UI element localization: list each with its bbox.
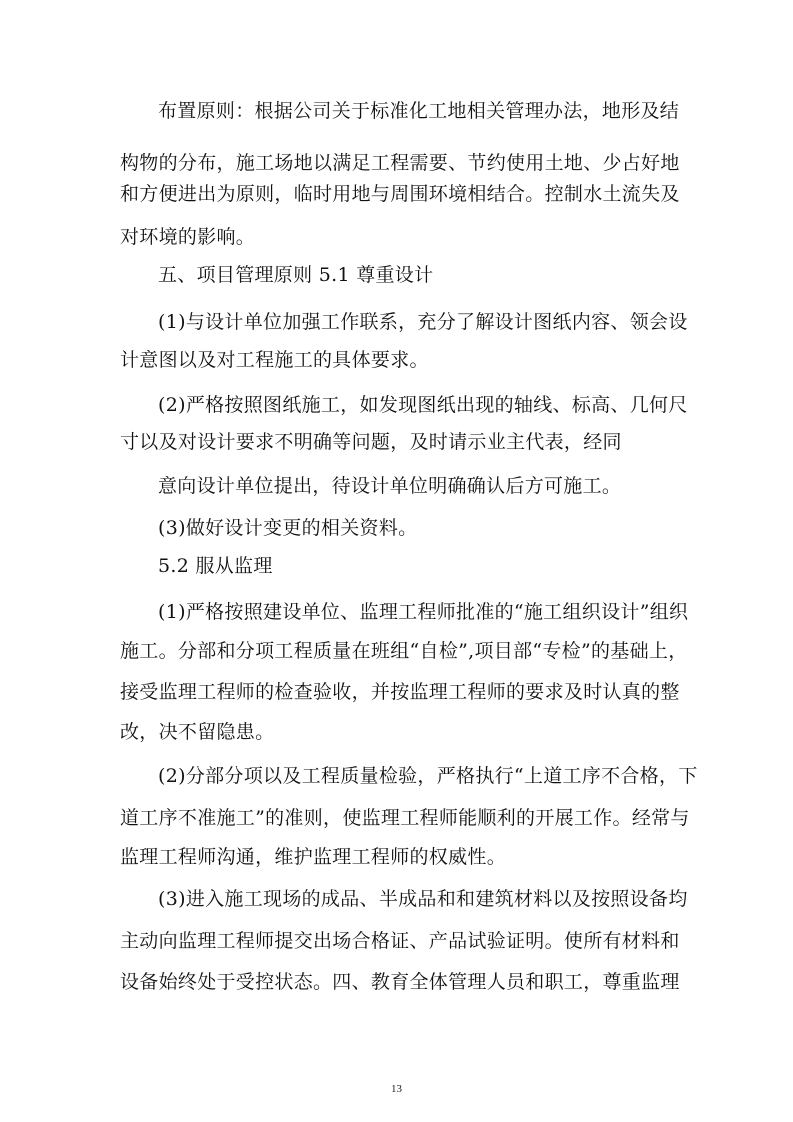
- text-line: (2)严格按照图纸施工，如发现图纸出现的轴线、标高、几何尺: [158, 394, 688, 416]
- section-heading: 5.2 服从监理: [158, 555, 273, 577]
- text-line: 构物的分布，施工场地以满足工程需要、节约使用土地、少占好地: [120, 152, 680, 174]
- text-line: 设备始终处于受控状态。四、教育全体管理人员和职工，尊重监理: [120, 971, 680, 993]
- text-line: (1)与设计单位加强工作联系，充分了解设计图纸内容、领会设: [158, 311, 688, 333]
- text-line: 意向设计单位提出，待设计单位明确确认后方可施工。: [158, 475, 622, 497]
- section-heading: 五、项目管理原则 5.1 尊重设计: [158, 264, 434, 286]
- text-line: 主动向监理工程师提交出场合格证、产品试验证明。使所有材料和: [120, 930, 680, 952]
- page-number: 13: [391, 1083, 402, 1095]
- text-line: 改，决不留隐患。: [120, 721, 275, 743]
- text-line: 监理工程师沟通，维护监理工程师的权威性。: [120, 846, 507, 868]
- text-line: 寸以及对设计要求不明确等问题，及时请示业主代表，经同: [120, 431, 622, 453]
- text-line: 计意图以及对工程施工的具体要求。: [120, 349, 429, 371]
- text-line: (3)进入施工现场的成品、半成品和和建筑材料以及按照设备均: [158, 888, 688, 910]
- text-line: 和方便进出为原则，临时用地与周围环境相结合。控制水土流失及: [120, 183, 680, 205]
- text-line: 布置原则：根据公司关于标准化工地相关管理办法，地形及结: [158, 100, 680, 122]
- text-line: (1)严格按照建设单位、监理工程师批准的“施工组织设计”组织: [158, 601, 689, 623]
- text-line: (3)做好设计变更的相关资料。: [158, 517, 418, 539]
- text-line: 接受监理工程师的检查验收，并按监理工程师的要求及时认真的整: [120, 681, 680, 703]
- text-line: 道工序不准施工”的准则，使监理工程师能顺利的开展工作。经常与: [120, 807, 690, 829]
- text-line: 施工。分部和分项工程质量在班组“自检”,项目部“专检”的基础上，: [120, 640, 688, 662]
- text-line: (2)分部分项以及工程质量检验，严格执行“上道工序不合格，下: [158, 765, 698, 787]
- text-line: 对环境的影响。: [120, 226, 256, 248]
